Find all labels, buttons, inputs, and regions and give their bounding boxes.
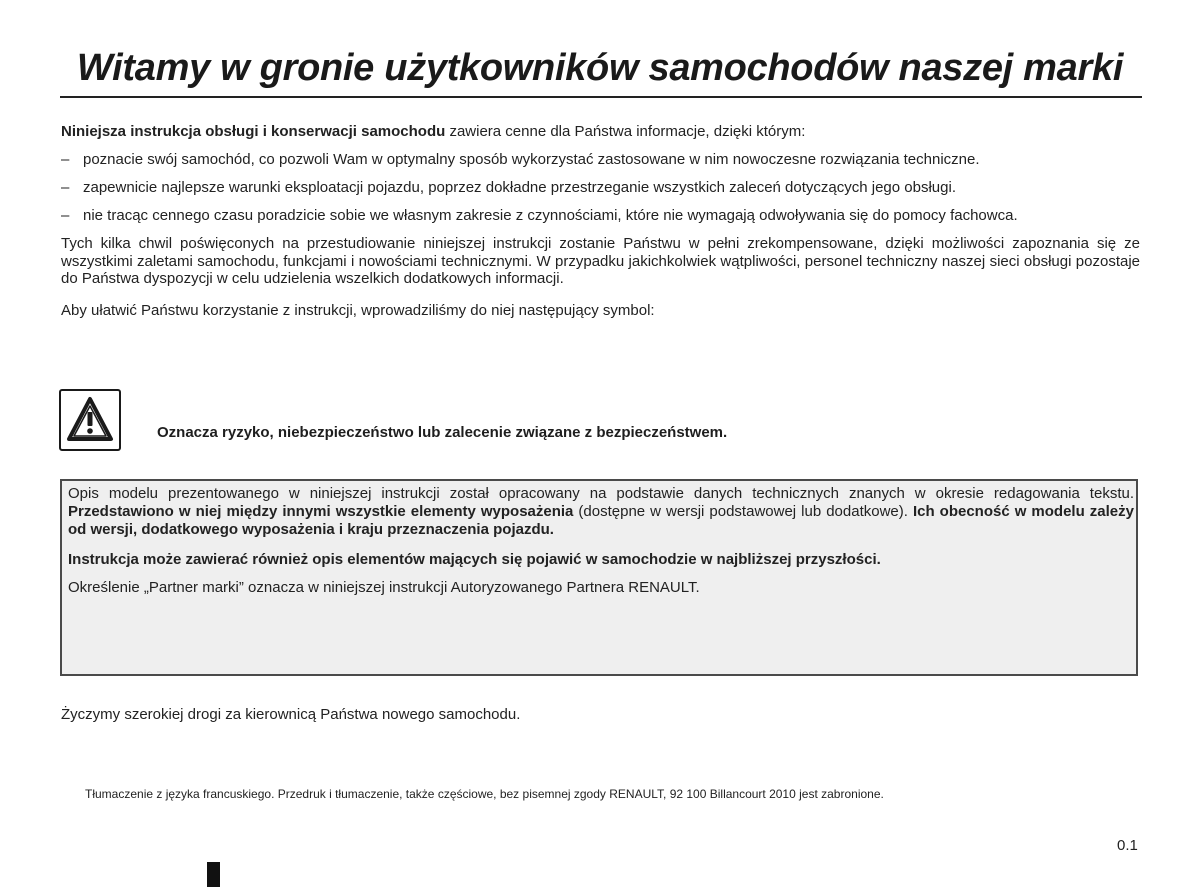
note-bold: Przedstawiono w niej między innymi wszystkie elementy wyposażenia xyxy=(68,503,574,520)
warning-description: Oznacza ryzyko, niebezpieczeństwo lub zalecenie związane z bezpieczeństwem. xyxy=(157,424,728,441)
intro-bold: Niniejsza instrukcja obsługi i konserwacji samochodu xyxy=(61,123,446,140)
note-text: (dostępne w wersji podstawowej lub dodatkowe). xyxy=(573,503,913,520)
title-divider xyxy=(60,96,1142,98)
note-paragraph-2: Instrukcja może zawierać również opis elementów mających się pojawić w samochodzie w najbliższej przyszłości. xyxy=(68,551,881,568)
list-item: – zapewnicie najlepsze warunki eksploatacji pojazdu, poprzez dokładne przestrzeganie wszystkich zaleceń dotyczących jego obsługi. xyxy=(61,179,1140,197)
list-item: – nie tracąc cennego czasu poradzicie sobie we własnym zakresie z czynnościami, które nie wymagają odwoływania się do pomocy fachowca. xyxy=(61,207,1140,225)
note-paragraph-1 xyxy=(68,485,1134,539)
warning-triangle-icon-graphic xyxy=(65,395,115,445)
intro-rest: zawiera cenne dla Państwa informacje, dzięki którym: xyxy=(445,123,806,140)
closing-wish: Życzymy szerokiej drogi za kierownicą Państwa nowego samochodu. xyxy=(61,706,521,723)
page-title: Witamy w gronie użytkowników samochodów naszej marki xyxy=(76,47,1124,89)
warning-triangle-icon xyxy=(59,389,121,451)
note-box xyxy=(60,479,1138,676)
list-item: – poznacie swój samochód, co pozwoli Wam w optymalny sposób wykorzystać zastosowane w nim nowoczesne rozwiązania techniczne. xyxy=(61,151,1140,169)
translation-footnote: Tłumaczenie z języka francuskiego. Przedruk i tłumaczenie, także częściowe, bez pisemnej zgody RENAULT, 92 100 Billancourt 2010 jest zabronione. xyxy=(85,787,884,801)
note-paragraph-3: Określenie „Partner marki” oznacza w niniejszej instrukcji Autoryzowanego Partnera RENAULT. xyxy=(68,579,700,596)
symbol-intro-paragraph: Aby ułatwić Państwu korzystanie z instrukcji, wprowadziliśmy do niej następujący symbol: xyxy=(61,302,655,319)
print-mark xyxy=(207,862,220,887)
page-number: 0.1 xyxy=(1117,837,1138,854)
explanation-paragraph: Tych kilka chwil poświęconych na przestudiowanie niniejszej instrukcji zostanie Państwu w pełni zrekompensowane, dzięki możliwości zapoznania się ze wszystkimi zaletami samochodu, funkcjami i nowościami technicznymi. W przypadku jakichkolwiek wątpliwości, personel techniczny naszej sieci obsługi pozostaje do Państwa dyspozycji w celu udzielenia wszelkich dodatkowych informacji. xyxy=(61,235,1140,287)
benefits-list xyxy=(61,151,1140,235)
intro-paragraph xyxy=(61,123,1140,141)
note-text: Opis modelu prezentowanego w niniejszej instrukcji został opracowany na podstawie danych technicznych znanych w okresie redagowania tekstu. xyxy=(68,485,1134,502)
note-bold: Ich obecność w modelu zależy od wersji, dodatkowego wyposażenia i kraju przeznaczenia pojazdu. xyxy=(68,503,1134,538)
